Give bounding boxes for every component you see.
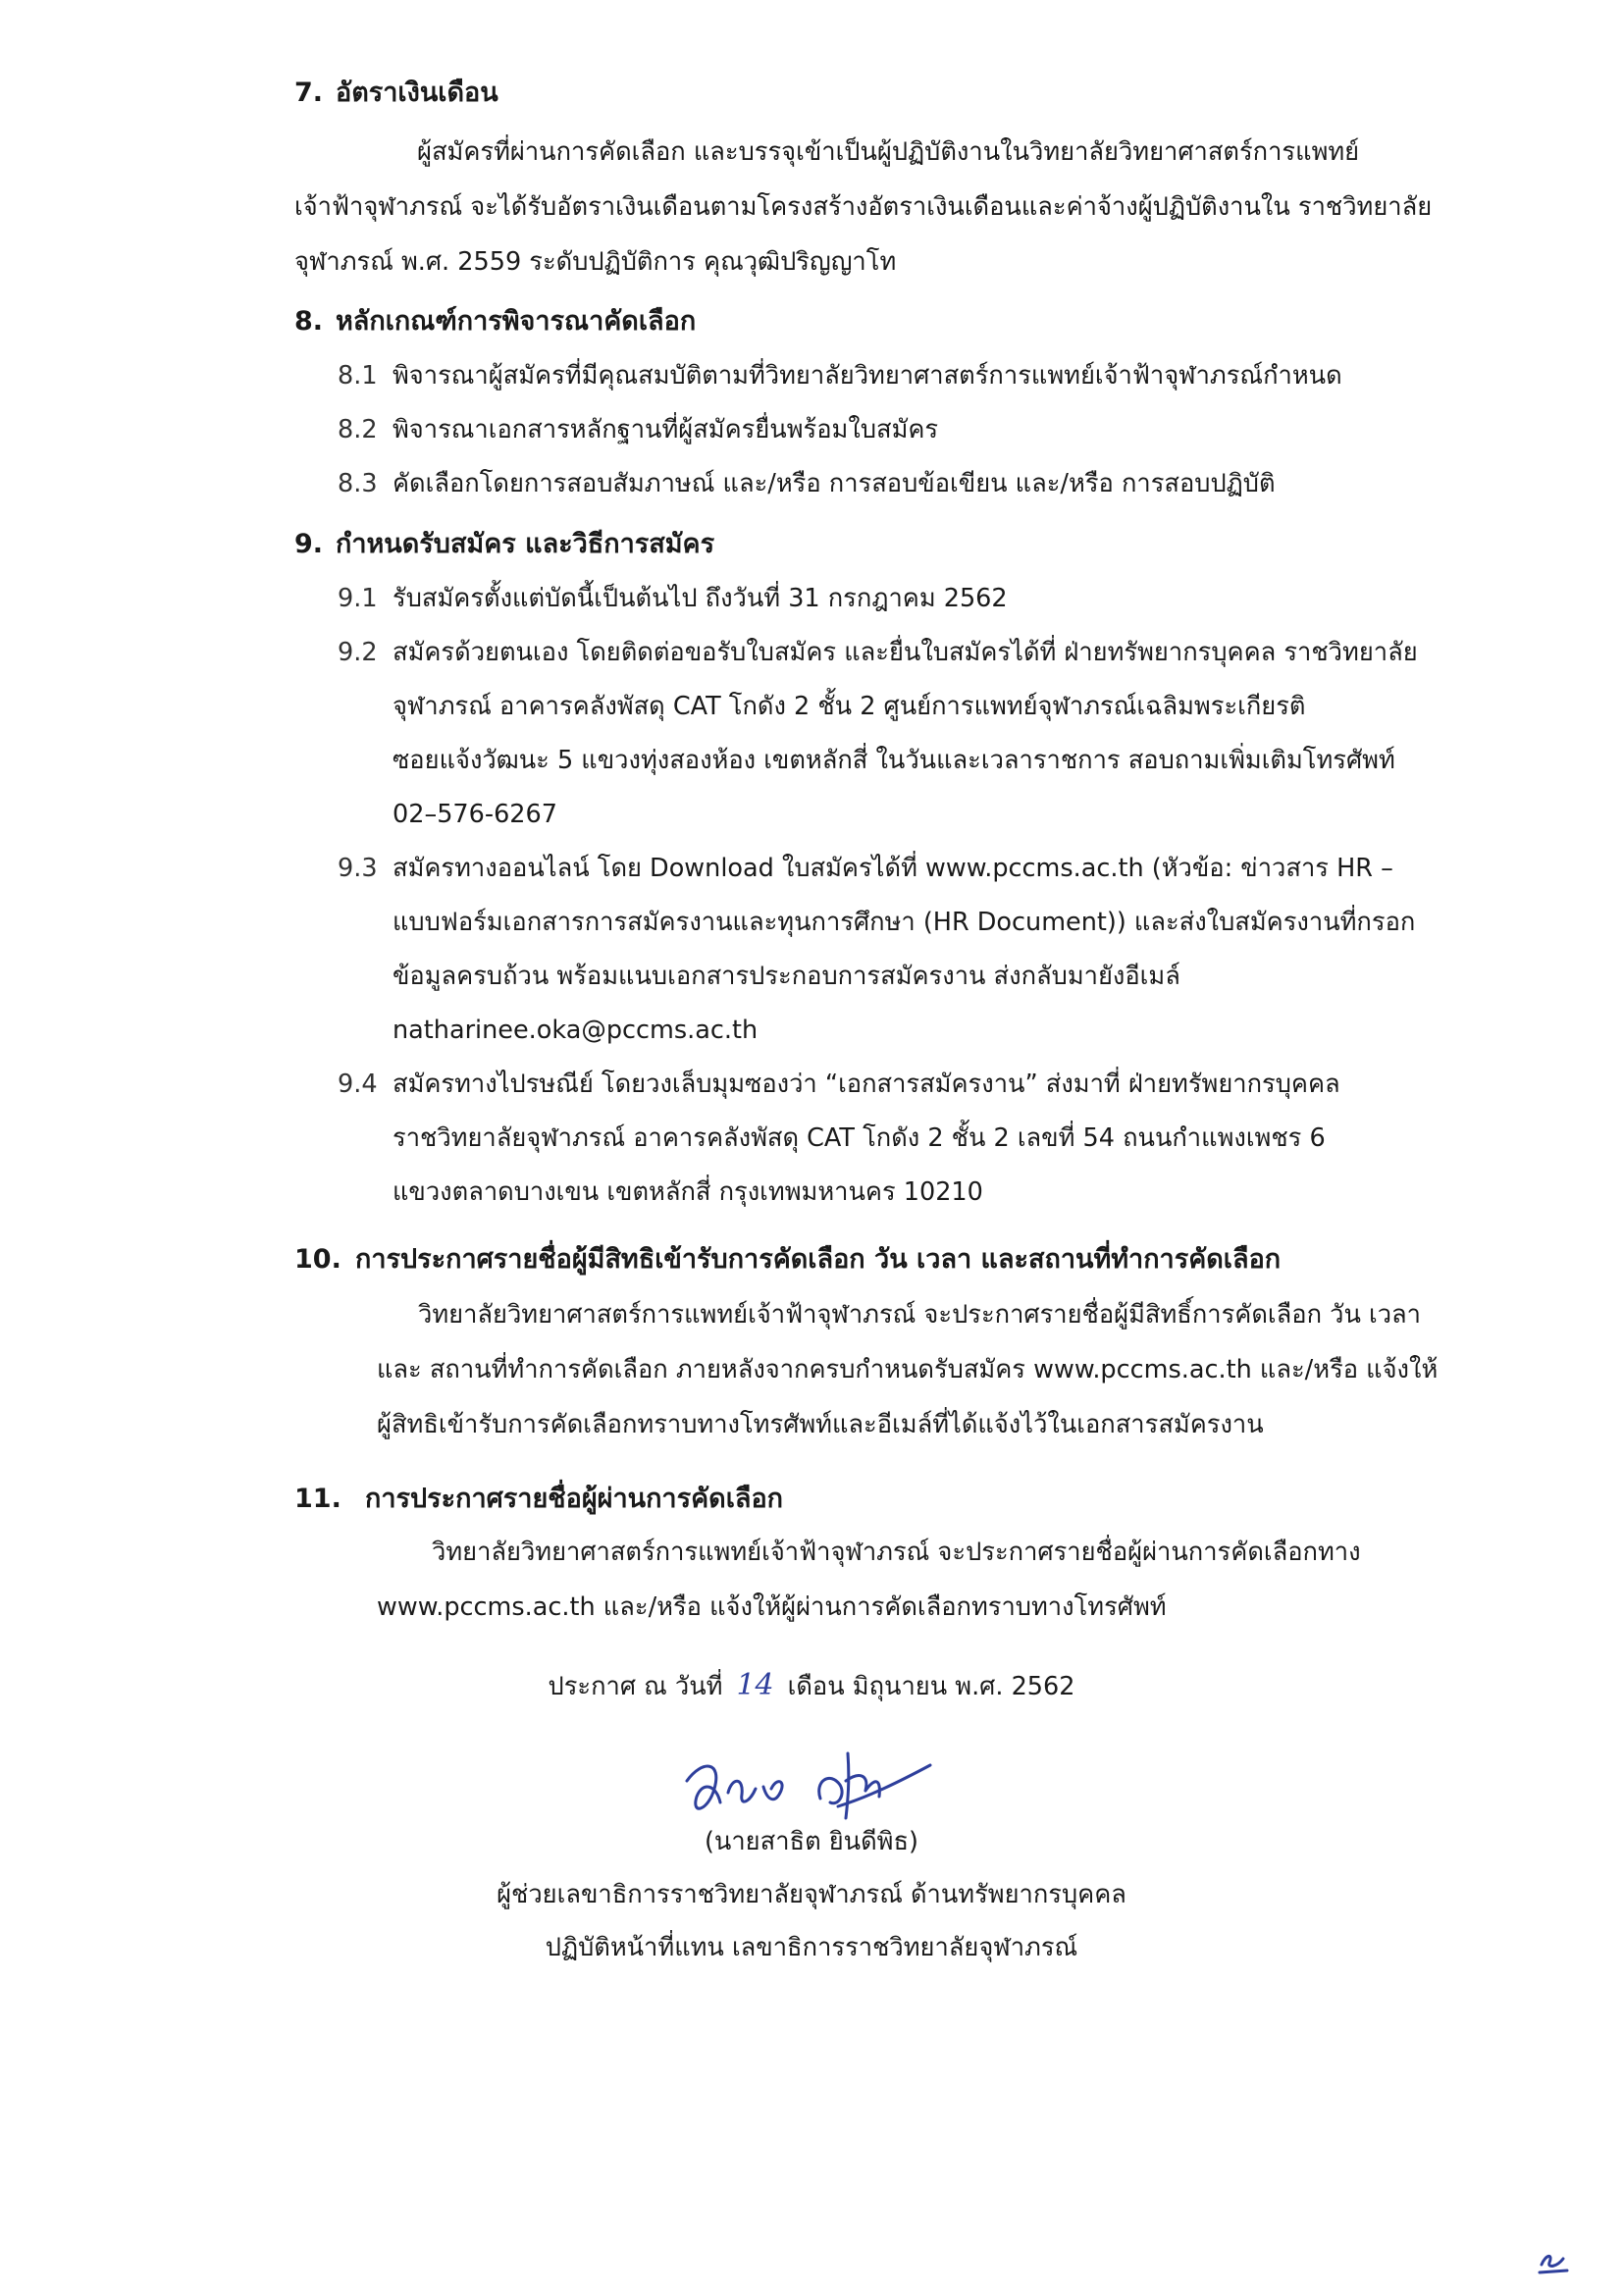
section-8 [294, 302, 1501, 511]
phone-number: 02–576-6267 [393, 800, 557, 829]
section-11 [294, 1480, 1501, 1635]
item-text: จุฬาภรณ์ อาคารคลังพัสดุ CAT โกดัง 2 ชั้น 2 ศูนย์การแพทย์จุฬาภรณ์เฉลิมพระเกียรติ [393, 692, 1306, 721]
item-text: สมัครทางไปรษณีย์ โดยวงเล็บมุมซองว่า “เอกสารสมัครงาน” ส่งมาที่ ฝ่ายทรัพยากรบุคคล [393, 1070, 1340, 1099]
paragraph-line: ผู้สิทธิเข้ารับการคัดเลือกทราบทางโทรศัพท์และอีเมล์ที่ได้แจ้งไว้ในเอกสารสมัครงาน [377, 1410, 1264, 1439]
list-item [294, 1058, 1501, 1220]
item-text: ซอยแจ้งวัฒนะ 5 แขวงทุ่งสองห้อง เขตหลักสี่ ในวันและเวลาราชการ สอบถามเพิ่มเติมโทรศัพท์ [393, 746, 1395, 775]
section-number: 7. [294, 78, 324, 108]
item-text: สมัครทางออนไลน์ โดย Download ใบสมัครได้ที่ www.pccms.ac.th (หัวข้อ: ข่าวสาร HR – [393, 854, 1393, 883]
section-number: 8. [294, 306, 324, 337]
email-address: natharinee.oka@pccms.ac.th [393, 1016, 759, 1045]
section-number: 11. [294, 1484, 341, 1514]
announcement-date [0, 1658, 1623, 1714]
signer-block [0, 1815, 1623, 1974]
handwritten-day: 14 [736, 1668, 774, 1702]
paragraph-line: และ สถานที่ทำการคัดเลือก ภายหลังจากครบกำหนดรับสมัคร www.pccms.ac.th และ/หรือ แจ้งให้ [377, 1355, 1439, 1384]
section-11-heading [294, 1480, 1501, 1519]
section-7 [294, 74, 1501, 289]
paragraph-line: www.pccms.ac.th และ/หรือ แจ้งให้ผู้ผ่านการคัดเลือกทราบทางโทรศัพท์ [377, 1592, 1167, 1622]
section-title: หลักเกณฑ์การพิจารณาคัดเลือก [336, 306, 697, 337]
section-7-paragraph [294, 125, 1501, 289]
list-item [294, 457, 1501, 511]
section-8-heading [294, 302, 1501, 341]
section-title: อัตราเงินเดือน [336, 78, 498, 108]
section-10-paragraph [377, 1287, 1501, 1452]
page-number-mark [1536, 2247, 1571, 2276]
item-number: 8.3 [338, 469, 378, 498]
item-text: พิจารณาผู้สมัครที่มีคุณสมบัติตามที่วิทยาลัยวิทยาศาสตร์การแพทย์เจ้าฟ้าจุฬาภรณ์กำหนด [393, 361, 1342, 391]
section-9 [294, 525, 1501, 1220]
item-text: พิจารณาเอกสารหลักฐานที่ผู้สมัครยื่นพร้อมใบสมัคร [393, 415, 939, 444]
section-number: 10. [294, 1244, 341, 1275]
list-item [294, 626, 1501, 842]
section-11-paragraph [377, 1525, 1501, 1635]
paragraph-line: วิทยาลัยวิทยาศาสตร์การแพทย์เจ้าฟ้าจุฬาภรณ์ จะประกาศรายชื่อผู้มีสิทธิ์การคัดเลือก วัน เวลา [418, 1300, 1421, 1330]
item-text: แขวงตลาดบางเขน เขตหลักสี่ กรุงเทพมหานคร 10210 [393, 1177, 983, 1207]
section-number: 9. [294, 529, 324, 559]
signer-name: (นายสาธิต ยินดีพิธ) [704, 1827, 918, 1856]
item-number: 8.1 [338, 361, 378, 391]
list-item [294, 572, 1501, 626]
item-text: คัดเลือกโดยการสอบสัมภาษณ์ และ/หรือ การสอบข้อเขียน และ/หรือ การสอบปฏิบัติ [393, 469, 1276, 498]
section-title: การประกาศรายชื่อผู้มีสิทธิเข้ารับการคัดเลือก วัน เวลา และสถานที่ทำการคัดเลือก [355, 1244, 1282, 1275]
item-text: แบบฟอร์มเอกสารการสมัครงานและทุนการศึกษา (HR Document)) และส่งใบสมัครงานที่กรอก [393, 908, 1416, 937]
section-10-heading [294, 1240, 1501, 1279]
paragraph-line: วิทยาลัยวิทยาศาสตร์การแพทย์เจ้าฟ้าจุฬาภรณ์ จะประกาศรายชื่อผู้ผ่านการคัดเลือกทาง [432, 1538, 1361, 1567]
item-text: รับสมัครตั้งแต่บัดนี้เป็นต้นไป ถึงวันที่ 31 กรกฎาคม 2562 [393, 584, 1008, 613]
list-item [294, 403, 1501, 457]
section-title: กำหนดรับสมัคร และวิธีการสมัคร [336, 529, 715, 559]
item-number: 9.2 [338, 638, 378, 667]
signer-position: ผู้ช่วยเลขาธิการราชวิทยาลัยจุฬาภรณ์ ด้านทรัพยากรบุคคล [497, 1880, 1126, 1909]
section-10 [294, 1240, 1501, 1452]
list-item [294, 842, 1501, 1058]
section-7-heading [294, 74, 1501, 113]
item-number: 9.3 [338, 854, 378, 883]
signer-acting-position: ปฏิบัติหน้าที่แทน เลขาธิการราชวิทยาลัยจุฬาภรณ์ [545, 1933, 1078, 1962]
section-title: การประกาศรายชื่อผู้ผ่านการคัดเลือก [365, 1484, 784, 1514]
date-suffix: เดือน มิถุนายน พ.ศ. 2562 [787, 1672, 1075, 1701]
item-text: ราชวิทยาลัยจุฬาภรณ์ อาคารคลังพัสดุ CAT โกดัง 2 ชั้น 2 เลขที่ 54 ถนนกำแพงเพชร 6 [393, 1123, 1326, 1153]
item-number: 9.1 [338, 584, 378, 613]
item-number: 9.4 [338, 1070, 378, 1099]
paragraph-line: จุฬาภรณ์ พ.ศ. 2559 ระดับปฏิบัติการ คุณวุฒิปริญญาโท [294, 247, 897, 277]
item-text: สมัครด้วยตนเอง โดยติดต่อขอรับใบสมัคร และยื่นใบสมัครได้ที่ ฝ่ายทรัพยากรบุคคล ราชวิทยาลัย [393, 638, 1418, 667]
item-text: ข้อมูลครบถ้วน พร้อมแนบเอกสารประกอบการสมัครงาน ส่งกลับมายังอีเมล์ [393, 962, 1180, 991]
section-9-heading [294, 525, 1501, 564]
date-prefix: ประกาศ ณ วันที่ [548, 1672, 723, 1701]
paragraph-line: เจ้าฟ้าจุฬาภรณ์ จะได้รับอัตราเงินเดือนตามโครงสร้างอัตราเงินเดือนและค่าจ้างผู้ปฏิบัติงานใน ราชวิทยาลัย [294, 192, 1433, 222]
list-item [294, 349, 1501, 403]
paragraph-line: ผู้สมัครที่ผ่านการคัดเลือก และบรรจุเข้าเป็นผู้ปฏิบัติงานในวิทยาลัยวิทยาศาสตร์การแพทย์ [417, 137, 1360, 167]
item-number: 8.2 [338, 415, 378, 444]
